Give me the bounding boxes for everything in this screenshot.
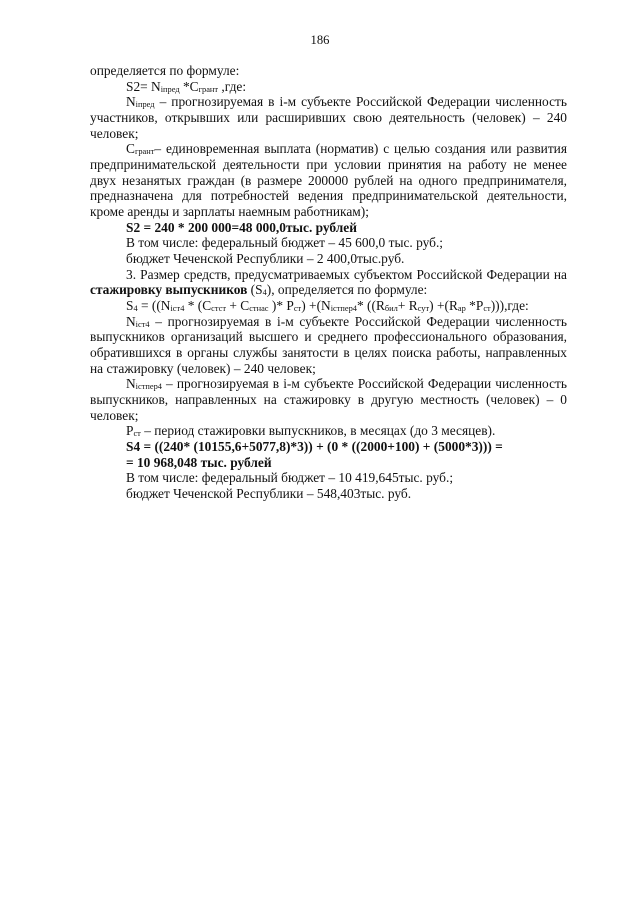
formula-s2-sub: грант xyxy=(198,84,219,94)
definition-text: – единовременная выплата (норматив) с целью создания или развития предпринимательской деятельности при условии принятия на работу не менее двух незанятых граждан (в размере 200000 рублей на одного предпринимателя, предназначена для потребностей ведения предпринимательской деятельности, кроме аренды и зарплаты наемным работникам); xyxy=(90,141,567,220)
paragraph-3-text: (S xyxy=(247,282,263,298)
formula-s4-part: S xyxy=(126,298,134,314)
paragraph-3-bold: стажировку выпускников xyxy=(90,282,248,298)
definition-n-ipred xyxy=(90,94,567,141)
formula-s4-sub: стст xyxy=(211,304,227,314)
formula-s2 xyxy=(90,79,567,95)
formula-s4-sub: ст xyxy=(483,304,491,314)
formula-s4-part: )* Р xyxy=(268,298,294,314)
definition-symbol-sub: грант xyxy=(134,147,155,157)
definition-n-ist4 xyxy=(90,314,567,377)
definition-n-istper4 xyxy=(90,376,567,423)
formula-s2-part: S2= N xyxy=(126,78,161,94)
definition-p-st xyxy=(90,423,567,439)
definition-text: – прогнозируемая в i-м субъекте Российской Федерации численность выпускников, направленных на стажировку в другую местность (человек) – 0 человек; xyxy=(90,376,567,423)
definition-symbol: N xyxy=(126,313,136,329)
formula-s4-part: * (С xyxy=(184,298,212,314)
definition-symbol-sub: iстпер4 xyxy=(135,382,162,392)
paragraph-3-intro xyxy=(90,267,567,298)
formula-intro-line: определяется по формуле: xyxy=(90,63,240,78)
formula-s4 xyxy=(90,298,567,314)
federal-budget-s2: В том числе: федеральный бюджет – 45 600,0 тыс. руб.; xyxy=(126,235,444,251)
definition-symbol: N xyxy=(126,376,136,392)
definition-symbol-sub: iст4 xyxy=(135,319,150,329)
definition-symbol-sub: ст xyxy=(133,429,141,439)
definition-symbol: N xyxy=(126,94,136,110)
formula-s4-part: ) +(N xyxy=(301,298,331,314)
regional-budget-s4: бюджет Чеченской Республики – 548,403тыс. руб. xyxy=(126,486,412,502)
result-s4-line1: S4 = ((240* (10155,6+5077,8)*3)) + (0 * ((2000+100) + (5000*3))) = xyxy=(126,439,503,455)
definition-text: – прогнозируемая в i-м субъекте Российской Федерации численность участников, открывших или расширивших свою деятельность (человек) – 240 человек; xyxy=(90,94,567,141)
formula-s4-sub: бил xyxy=(384,304,398,314)
result-s2: S2 = 240 * 200 000=48 000,0тыс. рублей xyxy=(126,219,357,235)
page-number: 186 xyxy=(310,33,330,47)
formula-s2-part: ,где: xyxy=(218,78,247,94)
formula-s4-part: + R xyxy=(397,298,418,314)
formula-s4-part: + С xyxy=(226,298,250,314)
definition-symbol: Р xyxy=(126,423,134,439)
definition-text: – прогнозируемая в i-м субъекте Российской Федерации численность выпускников организаций высшего и среднего профессионального образования, обратившихся в органы службы занятости в целях поиска работы, направленных на стажировку (человек) – 240 человек; xyxy=(90,313,567,376)
regional-budget-s2: бюджет Чеченской Республики – 2 400,0тыс.руб. xyxy=(126,251,405,267)
formula-s4-part: ) +(R xyxy=(429,298,458,314)
paragraph-3-sub: 4 xyxy=(262,288,267,298)
definition-symbol: С xyxy=(126,141,135,157)
formula-s4-sub: 4 xyxy=(133,304,138,314)
formula-s4-part: * ((R xyxy=(357,298,385,314)
formula-s4-sub: ар xyxy=(457,304,466,314)
paragraph-3-text: 3. Размер средств, предусматриваемых субъектом Российской Федерации на xyxy=(126,266,567,282)
paragraph-3-text: ), определяется по формуле: xyxy=(266,282,428,298)
formula-s4-sub: iстпер4 xyxy=(330,304,357,314)
formula-s4-part: = ((N xyxy=(137,298,171,314)
definition-c-grant xyxy=(90,141,567,219)
definition-symbol-sub: iпред xyxy=(135,100,155,110)
formula-s2-sub: iпред xyxy=(160,84,180,94)
formula-s4-sub: iст4 xyxy=(170,304,185,314)
federal-budget-s4: В том числе: федеральный бюджет – 10 419,645тыс. руб.; xyxy=(126,470,454,486)
formula-s2-part: *С xyxy=(179,78,199,94)
formula-s4-sub: сут xyxy=(417,304,430,314)
result-s4-line2: = 10 968,048 тыс. рублей xyxy=(126,454,272,470)
formula-s4-sub: ст xyxy=(293,304,302,314)
formula-s4-part: ))),где: xyxy=(490,298,529,314)
document-body xyxy=(90,63,567,502)
definition-text: – период стажировки выпускников, в месяцах (до 3 месяцев). xyxy=(140,423,496,439)
formula-s4-part: *Р xyxy=(465,298,484,314)
formula-s4-sub: стнас xyxy=(249,304,269,314)
